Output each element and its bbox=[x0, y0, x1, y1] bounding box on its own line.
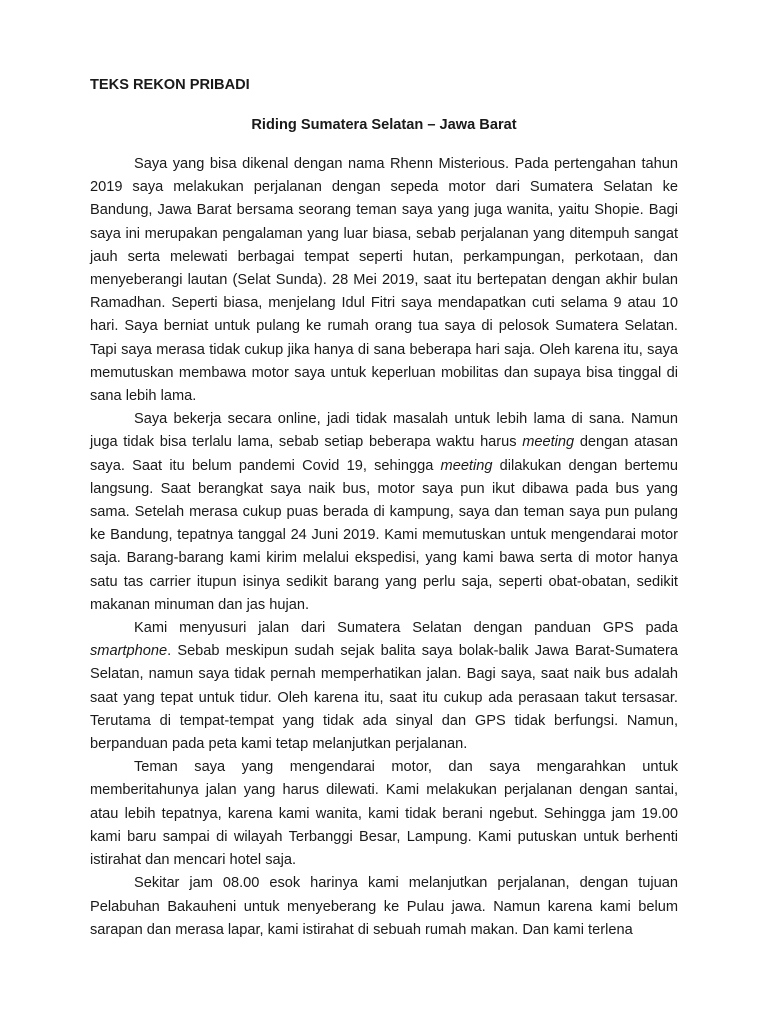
paragraph-4 bbox=[90, 756, 678, 872]
document-heading: TEKS REKON PRIBADI bbox=[90, 77, 250, 93]
paragraph-1 bbox=[90, 153, 678, 408]
paragraph-text: dilakukan dengan bertemu langsung. Saat berangkat saya naik bus, motor saya pun ikut dibawa pada bus yang sama. Setelah merasa cukup puas berada di kampung, saya dan teman saya pun pulang ke Bandung, tepatnya tanggal 24 Juni 2019. Kami memutuskan untuk mengendarai motor saja. Barang-barang kami kirim melalui ekspedisi, yang kami bawa serta di motor hanya satu tas carrier itupun isinya sedikit barang yang perlu saja, seperti obat-obatan, sedikit makanan minuman dan jas hujan. bbox=[90, 457, 678, 613]
paragraph-2 bbox=[90, 408, 678, 617]
document-title: Riding Sumatera Selatan – Jawa Barat bbox=[251, 117, 517, 133]
italic-term: meeting bbox=[522, 434, 575, 451]
paragraph-text: Sekitar jam 08.00 esok harinya kami melanjutkan perjalanan, dengan tujuan Pelabuhan Bakauheni untuk menyeberang ke Pulau jawa. Namun karena kami belum sarapan dan merasa lapar, kami istirahat di sebuah rumah makan. Dan kami terlena bbox=[90, 875, 678, 938]
paragraph-text: dengan atasan saya. Saat itu belum pandemi Covid 19, sehingga bbox=[90, 434, 678, 474]
italic-term: meeting bbox=[440, 457, 493, 474]
paragraph-3 bbox=[90, 617, 678, 756]
paragraph-text: Saya yang bisa dikenal dengan nama Rhenn Misterious. Pada pertengahan tahun 2019 saya melakukan perjalanan dengan sepeda motor dari Sumatera Selatan ke Bandung, Jawa Barat bersama seorang teman saya yang juga wanita, yaitu Shopie. Bagi saya ini merupakan pengalaman yang luar biasa, sebab perjalanan yang ditempuh sangat jauh serta melewati berbagai tempat seperti hutan, perkampungan, perkotaan, dan menyeberangi lautan (Selat Sunda). 28 Mei 2019, saat itu bertepatan dengan akhir bulan Ramadhan. Seperti biasa, menjelang Idul Fitri saya mendapatkan cuti selama 9 atau 10 hari. Saya berniat untuk pulang ke rumah orang tua saya di pelosok Sumatera Selatan. Tapi saya merasa tidak cukup jika hanya di sana beberapa hari saja. Oleh karena itu, saya memutuskan membawa motor saya untuk keperluan mobilitas dan supaya bisa tinggal di sana lebih lama. bbox=[90, 156, 678, 405]
document-page bbox=[90, 74, 678, 942]
paragraph-text: Kami menyusuri jalan dari Sumatera Selatan dengan panduan GPS pada bbox=[134, 620, 678, 637]
italic-term: smartphone bbox=[90, 643, 168, 660]
paragraph-text: Saya bekerja secara online, jadi tidak masalah untuk lebih lama di sana. Namun juga tidak bisa terlalu lama, sebab setiap beberapa waktu harus bbox=[90, 411, 678, 451]
paragraph-text: . Sebab meskipun sudah sejak balita saya bolak-balik Jawa Barat-Sumatera Selatan, namun saya tidak pernah memperhatikan jalan. Bagi saya, saat naik bus adalah saat yang tepat untuk tidur. Oleh karena itu, saat itu cukup ada perasaan takut tersasar. Terutama di tempat-tempat yang tidak ada sinyal dan GPS tidak berfungsi. Namun, berpanduan pada peta kami tetap melanjutkan perjalanan. bbox=[90, 643, 678, 753]
paragraph-5 bbox=[90, 872, 678, 942]
paragraph-text: Teman saya yang mengendarai motor, dan saya mengarahkan untuk memberitahunya jalan yang harus dilewati. Kami melakukan perjalanan dengan santai, atau lebih tepatnya, karena kami wanita, kami tidak berani ngebut. Sehingga jam 19.00 kami baru sampai di wilayah Terbanggi Besar, Lampung. Kami putuskan untuk berhenti istirahat dan mencari hotel saja. bbox=[90, 759, 678, 869]
